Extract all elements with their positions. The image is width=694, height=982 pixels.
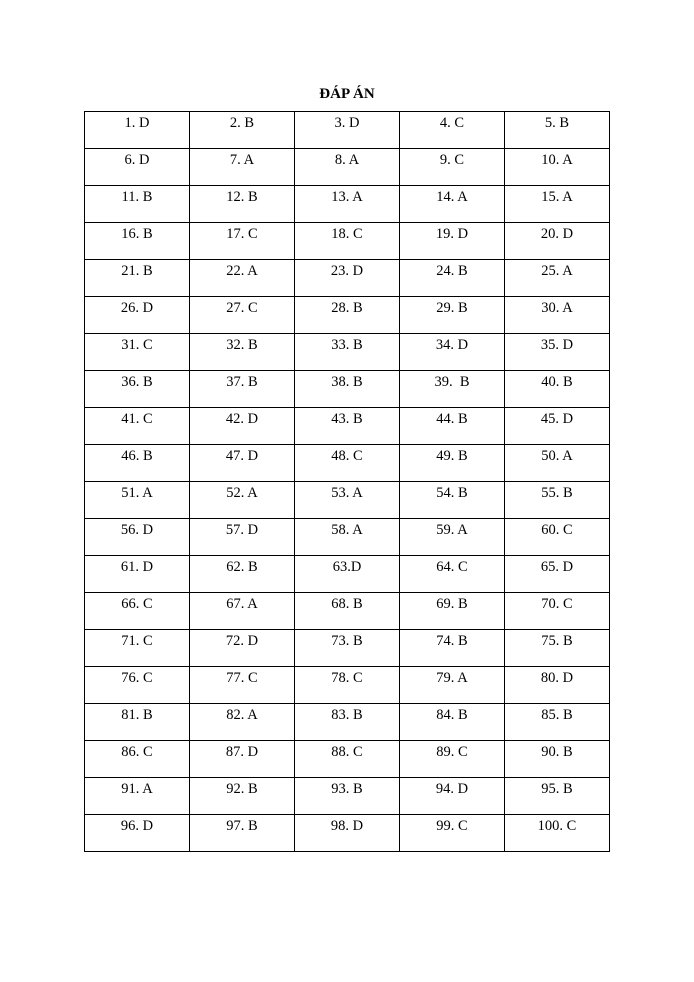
answer-cell: 22. A: [190, 260, 295, 297]
answer-cell: 14. A: [400, 186, 505, 223]
table-row: [85, 297, 610, 334]
answer-cell: 42. D: [190, 408, 295, 445]
answer-cell: 6. D: [85, 149, 190, 186]
answer-cell: 60. C: [505, 519, 610, 556]
table-row: [85, 519, 610, 556]
table-row: [85, 445, 610, 482]
answer-cell: 87. D: [190, 741, 295, 778]
answer-cell: 53. A: [295, 482, 400, 519]
answer-table-body: [85, 112, 610, 852]
answer-cell: 10. A: [505, 149, 610, 186]
answer-cell: 100. C: [505, 815, 610, 852]
answer-cell: 61. D: [85, 556, 190, 593]
table-row: [85, 260, 610, 297]
answer-cell: 74. B: [400, 630, 505, 667]
answer-cell: 50. A: [505, 445, 610, 482]
answer-cell: 17. C: [190, 223, 295, 260]
answer-cell: 11. B: [85, 186, 190, 223]
answer-cell: 51. A: [85, 482, 190, 519]
answer-cell: 96. D: [85, 815, 190, 852]
answer-cell: 59. A: [400, 519, 505, 556]
page-title: ĐÁP ÁN: [319, 86, 375, 102]
table-row: [85, 408, 610, 445]
answer-cell: 4. C: [400, 112, 505, 149]
answer-cell: 28. B: [295, 297, 400, 334]
table-row: [85, 149, 610, 186]
answer-cell: 71. C: [85, 630, 190, 667]
answer-cell: 26. D: [85, 297, 190, 334]
table-row: [85, 630, 610, 667]
answer-cell: 54. B: [400, 482, 505, 519]
answer-cell: 20. D: [505, 223, 610, 260]
answer-cell: 91. A: [85, 778, 190, 815]
answer-cell: 55. B: [505, 482, 610, 519]
answer-cell: 21. B: [85, 260, 190, 297]
answer-cell: 67. A: [190, 593, 295, 630]
table-row: [85, 186, 610, 223]
answer-table: [84, 111, 610, 852]
answer-cell: 72. D: [190, 630, 295, 667]
answer-cell: 38. B: [295, 371, 400, 408]
answer-cell: 33. B: [295, 334, 400, 371]
answer-cell: 76. C: [85, 667, 190, 704]
answer-cell: 18. C: [295, 223, 400, 260]
answer-cell: 27. C: [190, 297, 295, 334]
table-row: [85, 556, 610, 593]
table-row: [85, 667, 610, 704]
answer-cell: 31. C: [85, 334, 190, 371]
table-row: [85, 482, 610, 519]
answer-cell: 57. D: [190, 519, 295, 556]
answer-cell: 90. B: [505, 741, 610, 778]
answer-cell: 64. C: [400, 556, 505, 593]
answer-cell: 40. B: [505, 371, 610, 408]
answer-cell: 95. B: [505, 778, 610, 815]
answer-cell: 99. C: [400, 815, 505, 852]
answer-cell: 73. B: [295, 630, 400, 667]
answer-cell: 48. C: [295, 445, 400, 482]
answer-cell: 58. A: [295, 519, 400, 556]
answer-cell: 56. D: [85, 519, 190, 556]
answer-cell: 43. B: [295, 408, 400, 445]
table-row: [85, 371, 610, 408]
answer-cell: 62. B: [190, 556, 295, 593]
answer-cell: 44. B: [400, 408, 505, 445]
answer-cell: 70. C: [505, 593, 610, 630]
answer-cell: 5. B: [505, 112, 610, 149]
answer-cell: 86. C: [85, 741, 190, 778]
answer-cell: 15. A: [505, 186, 610, 223]
answer-cell: 41. C: [85, 408, 190, 445]
answer-cell: 79. A: [400, 667, 505, 704]
answer-cell: 3. D: [295, 112, 400, 149]
answer-cell: 88. C: [295, 741, 400, 778]
table-row: [85, 778, 610, 815]
answer-cell: 24. B: [400, 260, 505, 297]
answer-cell: 97. B: [190, 815, 295, 852]
table-row: [85, 223, 610, 260]
table-row: [85, 741, 610, 778]
answer-cell: 66. C: [85, 593, 190, 630]
answer-cell: 29. B: [400, 297, 505, 334]
answer-cell: 92. B: [190, 778, 295, 815]
answer-cell: 63.D: [295, 556, 400, 593]
answer-cell: 69. B: [400, 593, 505, 630]
answer-cell: 89. C: [400, 741, 505, 778]
answer-cell: 9. C: [400, 149, 505, 186]
answer-cell: 35. D: [505, 334, 610, 371]
answer-cell: 7. A: [190, 149, 295, 186]
answer-cell: 23. D: [295, 260, 400, 297]
answer-cell: 30. A: [505, 297, 610, 334]
answer-cell: 45. D: [505, 408, 610, 445]
answer-cell: 82. A: [190, 704, 295, 741]
answer-cell: 12. B: [190, 186, 295, 223]
answer-cell: 47. D: [190, 445, 295, 482]
answer-cell: 2. B: [190, 112, 295, 149]
table-row: [85, 112, 610, 149]
answer-cell: 37. B: [190, 371, 295, 408]
answer-cell: 80. D: [505, 667, 610, 704]
answer-cell: 85. B: [505, 704, 610, 741]
answer-cell: 8. A: [295, 149, 400, 186]
answer-cell: 49. B: [400, 445, 505, 482]
table-row: [85, 334, 610, 371]
answer-cell: 13. A: [295, 186, 400, 223]
answer-cell: 1. D: [85, 112, 190, 149]
answer-cell: 75. B: [505, 630, 610, 667]
answer-cell: 94. D: [400, 778, 505, 815]
answer-cell: 46. B: [85, 445, 190, 482]
answer-cell: 25. A: [505, 260, 610, 297]
answer-cell: 65. D: [505, 556, 610, 593]
answer-cell: 78. C: [295, 667, 400, 704]
answer-cell: 16. B: [85, 223, 190, 260]
table-row: [85, 593, 610, 630]
answer-cell: 52. A: [190, 482, 295, 519]
answer-cell: 93. B: [295, 778, 400, 815]
answer-cell: 36. B: [85, 371, 190, 408]
table-row: [85, 704, 610, 741]
answer-cell: 83. B: [295, 704, 400, 741]
answer-cell: 19. D: [400, 223, 505, 260]
answer-cell: 68. B: [295, 593, 400, 630]
answer-cell: 81. B: [85, 704, 190, 741]
answer-cell: 84. B: [400, 704, 505, 741]
table-row: [85, 815, 610, 852]
answer-cell: 39. B: [400, 371, 505, 408]
answer-cell: 34. D: [400, 334, 505, 371]
answer-cell: 98. D: [295, 815, 400, 852]
answer-cell: 32. B: [190, 334, 295, 371]
answer-cell: 77. C: [190, 667, 295, 704]
